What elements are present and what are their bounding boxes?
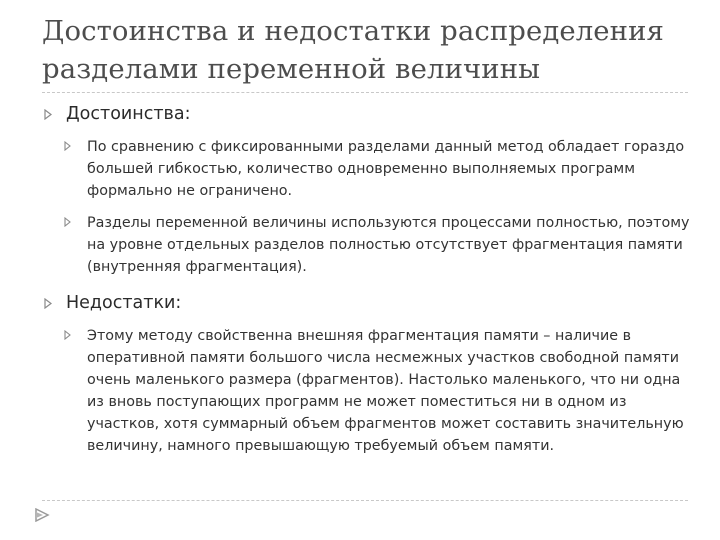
heading-text: Недостатки: (66, 293, 182, 313)
triangle-right-outline-icon (64, 217, 71, 227)
item-text: По сравнению с фиксированными разделами данный метод обладает гораздо большей гибкостью, количество одновременно выполняемых программ формально не ограничено. (87, 139, 685, 199)
triangle-right-outline-icon (64, 330, 71, 340)
footer-divider (42, 500, 688, 501)
title-line-1: Достоинства и недостатки распределения (42, 15, 664, 47)
navigation-arrow-icon[interactable] (34, 508, 50, 522)
advantage-item-1 (63, 136, 691, 202)
item-text: Разделы переменной величины используются процессами полностью, поэтому на уровне отдельных разделов полностью отсутствует фрагментация памяти (внутренняя фрагментация). (87, 215, 690, 275)
advantage-item-2 (63, 212, 691, 278)
item-text: Этому методу свойственна внешняя фрагментация памяти – наличие в оперативной памяти большого числа несмежных участков свободной памяти очень маленького размера (фрагментов). Настолько маленького, что ни одна из вновь поступающих программ не может поместиться ни в одном из участков, хотя суммарный объем фрагментов может составить значительную величину, намного превышающую требуемый объем памяти. (87, 328, 684, 454)
title-divider (42, 92, 688, 93)
triangle-right-outline-icon (44, 298, 52, 309)
title-line-2: разделами переменной величины (42, 53, 541, 85)
disadvantage-item-1 (63, 325, 691, 457)
heading-text: Достоинства: (66, 104, 191, 124)
section-advantages-heading (42, 103, 682, 125)
triangle-right-outline-icon (44, 109, 52, 120)
triangle-right-outline-icon (64, 141, 71, 151)
section-disadvantages-heading (42, 292, 682, 314)
slide-title (42, 12, 702, 88)
